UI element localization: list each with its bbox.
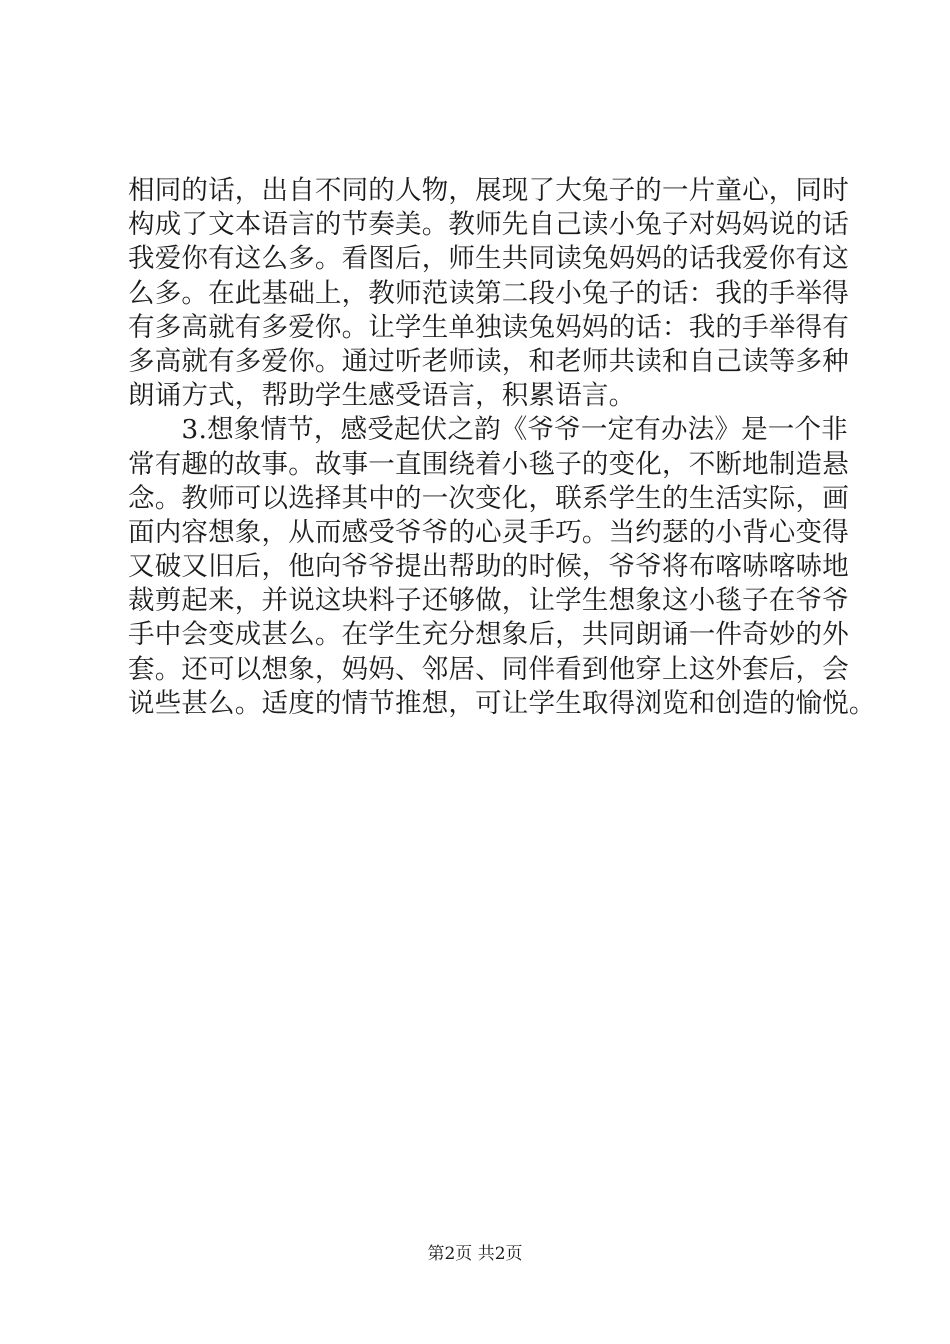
text-line: 常有趣的故事。故事一直围绕着小毯子的变化，不断地制造悬 bbox=[128, 448, 849, 480]
text-line: 说些甚么。适度的情节推想，可让学生取得浏览和创造的愉悦。 bbox=[128, 687, 876, 719]
text-line: 多高就有多爱你。通过听老师读，和老师共读和自己读等多种 bbox=[128, 345, 849, 377]
text-line: 裁剪起来，并说这块料子还够做，让学生想象这小毯子在爷爷 bbox=[128, 585, 849, 617]
page-footer: 第2页 共2页 bbox=[427, 1244, 523, 1264]
text-line: 相同的话，出自不同的人物，展现了大兔子的一片童心，同时 bbox=[128, 175, 849, 206]
text-line: 套。还可以想象，妈妈、邻居、同伴看到他穿上这外套后，会 bbox=[128, 653, 849, 685]
text-line: 手中会变成甚么。在学生充分想象后，共同朗诵一件奇妙的外 bbox=[128, 619, 849, 651]
body-text bbox=[128, 174, 876, 721]
text-line: 面内容想象，从而感受爷爷的心灵手巧。当约瑟的小背心变得 bbox=[128, 516, 849, 548]
text-line: 构成了文本语言的节奏美。教师先自己读小兔子对妈妈说的话 bbox=[128, 209, 849, 241]
text-line: 3.想象情节，感受起伏之韵《爷爷一定有办法》是一个非 bbox=[128, 414, 848, 446]
text-line: 我爱你有这么多。看图后，师生共同读兔妈妈的话我爱你有这 bbox=[128, 243, 849, 275]
text-line: 又破又旧后，他向爷爷提出帮助的时候，爷爷将布喀哧喀哧地 bbox=[128, 551, 849, 583]
text-line: 念。教师可以选择其中的一次变化，联系学生的生活实际，画 bbox=[128, 482, 849, 514]
text-line: 有多高就有多爱你。让学生单独读兔妈妈的话：我的手举得有 bbox=[128, 311, 849, 343]
text-line: 朗诵方式，帮助学生感受语言，积累语言。 bbox=[128, 380, 636, 412]
text-line: 么多。在此基础上，教师范读第二段小兔子的话：我的手举得 bbox=[128, 277, 849, 309]
